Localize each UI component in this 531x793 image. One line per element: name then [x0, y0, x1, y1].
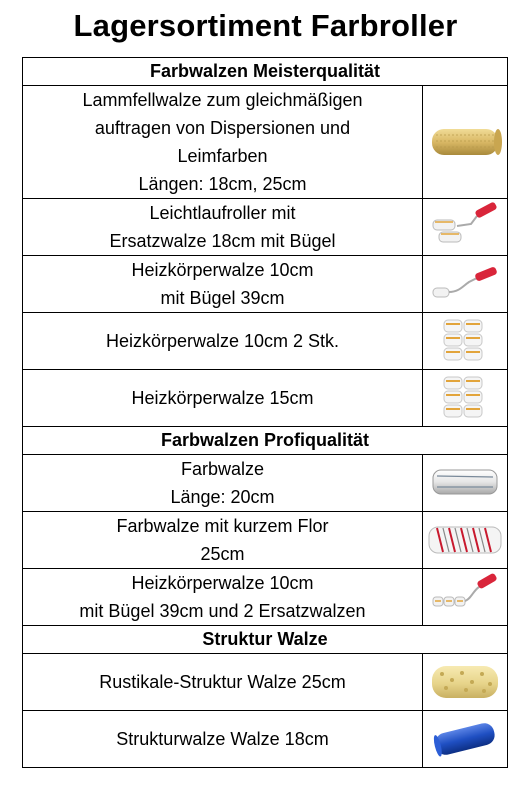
product-table — [22, 57, 508, 768]
section-header-row — [23, 427, 508, 455]
description-line: Heizkörperwalze 15cm — [131, 388, 314, 408]
section-heading: Struktur Walze — [23, 626, 508, 654]
blue-structure-roller-icon — [423, 711, 508, 768]
product-row — [23, 455, 508, 512]
description-line: Rustikale-Struktur Walze 25cm — [99, 672, 346, 692]
short-pile-roller-cover-icon — [423, 512, 508, 569]
description-line: Heizkörperwalze 10cm — [131, 260, 314, 280]
description-line: 25cm — [200, 544, 245, 564]
description-line: Lammfellwalze zum gleichmäßigen — [82, 90, 363, 110]
radiator-roller-with-handle-icon — [423, 256, 508, 313]
section-header-row — [23, 626, 508, 654]
description-line: Heizkörperwalze 10cm — [131, 573, 314, 593]
description-line: Farbwalze mit kurzem Flor — [116, 516, 329, 536]
product-row — [23, 199, 508, 256]
description-line: Ersatzwalze 18cm mit Bügel — [109, 231, 336, 251]
product-description — [23, 455, 423, 512]
product-description — [23, 256, 423, 313]
product-description — [23, 313, 423, 370]
product-description — [23, 199, 423, 256]
roller-with-spare-icon — [423, 199, 508, 256]
product-description — [23, 654, 423, 711]
product-description — [23, 711, 423, 768]
description-line: mit Bügel 39cm und 2 Ersatzwalzen — [79, 601, 366, 621]
product-row — [23, 569, 508, 626]
product-row — [23, 711, 508, 768]
section-heading: Farbwalzen Profiqualität — [23, 427, 508, 455]
description-line: Leimfarben — [177, 146, 268, 166]
description-line: Leichtlaufroller mit — [149, 203, 296, 223]
description-line: mit Bügel 39cm — [160, 288, 285, 308]
description-line: Farbwalze — [180, 459, 265, 479]
section-header-row — [23, 58, 508, 86]
lambskin-roller-cover-icon — [423, 86, 508, 199]
product-description — [23, 569, 423, 626]
description-line: Heizkörperwalze 10cm 2 Stk. — [105, 331, 340, 351]
product-row — [23, 370, 508, 427]
product-description — [23, 370, 423, 427]
product-description — [23, 86, 423, 199]
description-line: Längen: 18cm, 25cm — [138, 174, 307, 194]
page-title: Lagersortiment Farbroller — [73, 8, 458, 43]
product-row — [23, 654, 508, 711]
product-description — [23, 512, 423, 569]
product-row — [23, 512, 508, 569]
paint-roller-cover-icon — [423, 455, 508, 512]
description-line: auftragen von Dispersionen und — [94, 118, 351, 138]
product-row — [23, 256, 508, 313]
rustic-structure-roller-icon — [423, 654, 508, 711]
radiator-roller-pack-icon — [423, 370, 508, 427]
product-row — [23, 313, 508, 370]
description-line: Länge: 20cm — [170, 487, 275, 507]
description-line: Strukturwalze Walze 18cm — [116, 729, 329, 749]
section-heading: Farbwalzen Meisterqualität — [23, 58, 508, 86]
radiator-roller-set-icon — [423, 569, 508, 626]
product-row — [23, 86, 508, 199]
radiator-roller-pack-icon — [423, 313, 508, 370]
